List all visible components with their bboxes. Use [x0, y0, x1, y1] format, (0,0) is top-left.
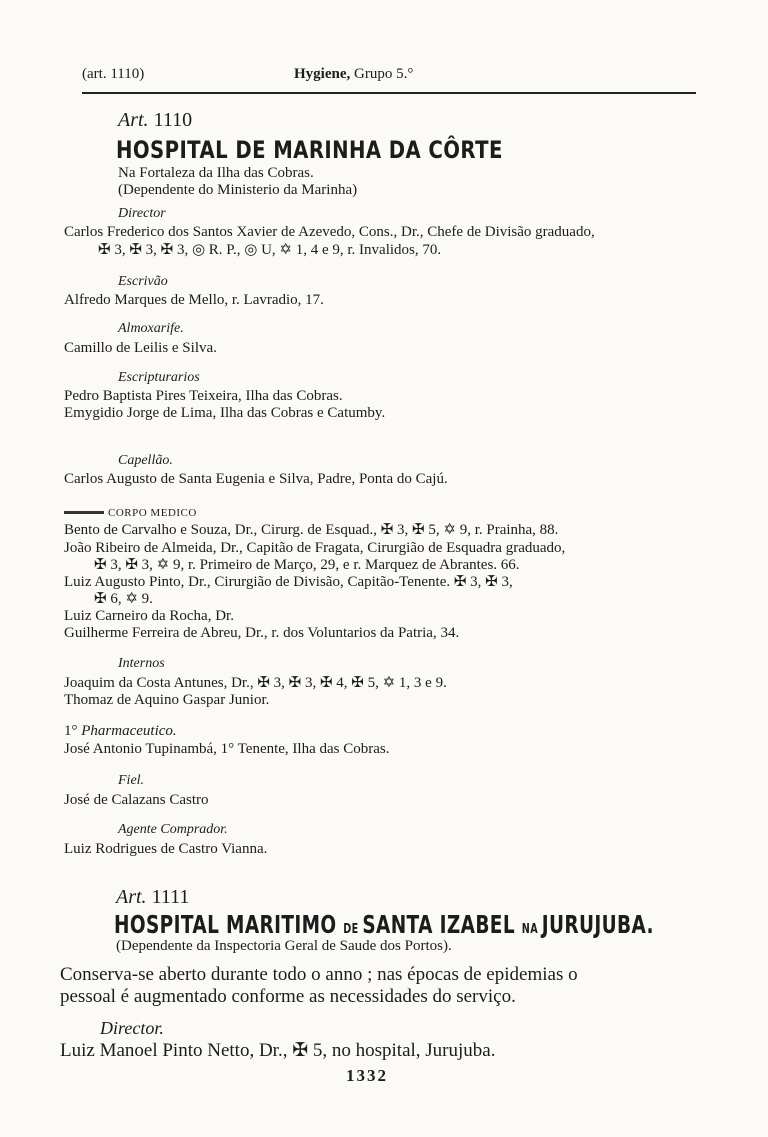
header-article-ref: (art. 1110) [82, 66, 145, 82]
pharm-label: Pharmaceutico. [81, 723, 177, 739]
escrivao-entry: Alfredo Marques de Mello, r. Lavradio, 17. [64, 292, 324, 308]
header-rule [82, 92, 696, 94]
corpo-medico-label: CORPO MEDICO [108, 507, 197, 519]
article-prefix: Art. [116, 886, 147, 908]
description-line-1: Conserva-se aberto durante todo o anno ; nas épocas de epidemias o [60, 964, 578, 985]
agente-entry: Luiz Rodrigues de Castro Vianna. [64, 841, 268, 857]
role-internos: Internos [118, 656, 165, 671]
title-part-1: HOSPITAL MARITIMO [114, 910, 344, 939]
medico-entry-1: Bento de Carvalho e Souza, Dr., Cirurg. de Esquad., ✠ 3, ✠ 5, ✡ 9, r. Prainha, 88. [64, 522, 559, 538]
medico-entry-5: Guilherme Ferreira de Abreu, Dr., r. dos Voluntarios da Patria, 34. [64, 625, 460, 641]
article-number: 1110 [153, 109, 193, 131]
header-section [294, 66, 413, 83]
role-agente-comprador: Agente Comprador. [118, 822, 228, 837]
header-group: Grupo 5.° [354, 66, 414, 82]
title-part-3: SANTA IZABEL [362, 910, 522, 939]
section-corpo-medico [64, 503, 197, 522]
location-line: Na Fortaleza da Ilha das Cobras. [118, 165, 314, 181]
header-section-name: Hygiene, [294, 66, 351, 82]
article-label-1111 [116, 886, 189, 909]
article-title-1110: HOSPITAL DE MARINHA DA CÔRTE [116, 136, 503, 164]
title-part-2: DE [343, 922, 363, 937]
role-escrivao: Escrivão [118, 274, 168, 289]
dependency-line: (Dependente do Ministerio da Marinha) [118, 182, 358, 198]
escripturario-entry-1: Pedro Baptista Pires Teixeira, Ilha das Cobras. [64, 388, 343, 404]
pharmaceutico-entry: José Antonio Tupinambá, 1° Tenente, Ilha das Cobras. [64, 741, 390, 757]
article-title-1111 [114, 910, 654, 939]
page-number: 1332 [346, 1066, 388, 1085]
medico-entry-2b: ✠ 3, ✠ 3, ✡ 9, r. Primeiro de Março, 29, e r. Marquez de Abrantes. 66. [94, 557, 520, 573]
running-header [82, 66, 694, 88]
role-escripturarios: Escripturarios [118, 370, 200, 385]
medico-entry-3b: ✠ 6, ✡ 9. [94, 591, 153, 607]
interno-entry-2: Thomaz de Aquino Gaspar Junior. [64, 692, 270, 708]
role-capellao: Capellão. [118, 453, 173, 468]
role-fiel: Fiel. [118, 773, 145, 788]
medico-entry-4: Luiz Carneiro da Rocha, Dr. [64, 608, 234, 624]
almoxarife-entry: Camillo de Leilis e Silva. [64, 340, 217, 356]
title-part-5: JURUJUBA. [541, 910, 654, 939]
role-director-1111: Director. [100, 1018, 164, 1038]
decorative-dash [64, 511, 104, 514]
director-entry-1: Carlos Frederico dos Santos Xavier de Azevedo, Cons., Dr., Chefe de Divisão graduado, [64, 224, 595, 240]
role-almoxarife: Almoxarife. [118, 321, 184, 336]
dependency-line-1111: (Dependente da Inspectoria Geral de Saude dos Portos). [116, 938, 452, 954]
medico-entry-2: João Ribeiro de Almeida, Dr., Capitão de Fragata, Cirurgião de Esquadra graduado, [64, 540, 566, 556]
article-prefix: Art. [118, 109, 149, 131]
director-entry-2: ✠ 3, ✠ 3, ✠ 3, ◎ R. P., ◎ U, ✡ 1, 4 e 9, r. Invalidos, 70. [98, 242, 442, 258]
article-label-1110 [118, 109, 192, 132]
title-part-4: NA [521, 922, 542, 937]
pharm-rank: 1° [64, 723, 78, 739]
description-line-2: pessoal é augmentado conforme as necessidades do serviço. [60, 986, 516, 1007]
fiel-entry: José de Calazans Castro [64, 792, 209, 808]
director-entry-1111: Luiz Manoel Pinto Netto, Dr., ✠ 5, no hospital, Jurujuba. [60, 1040, 496, 1061]
pharmaceutico-heading [64, 722, 177, 740]
role-director: Director [118, 206, 166, 221]
escripturario-entry-2: Emygidio Jorge de Lima, Ilha das Cobras e Catumby. [64, 405, 386, 421]
article-number: 1111 [151, 886, 190, 908]
capellao-entry: Carlos Augusto de Santa Eugenia e Silva, Padre, Ponta do Cajú. [64, 471, 448, 487]
interno-entry-1: Joaquim da Costa Antunes, Dr., ✠ 3, ✠ 3, ✠ 4, ✠ 5, ✡ 1, 3 e 9. [64, 675, 447, 691]
medico-entry-3: Luiz Augusto Pinto, Dr., Cirurgião de Divisão, Capitão-Tenente. ✠ 3, ✠ 3, [64, 574, 513, 590]
